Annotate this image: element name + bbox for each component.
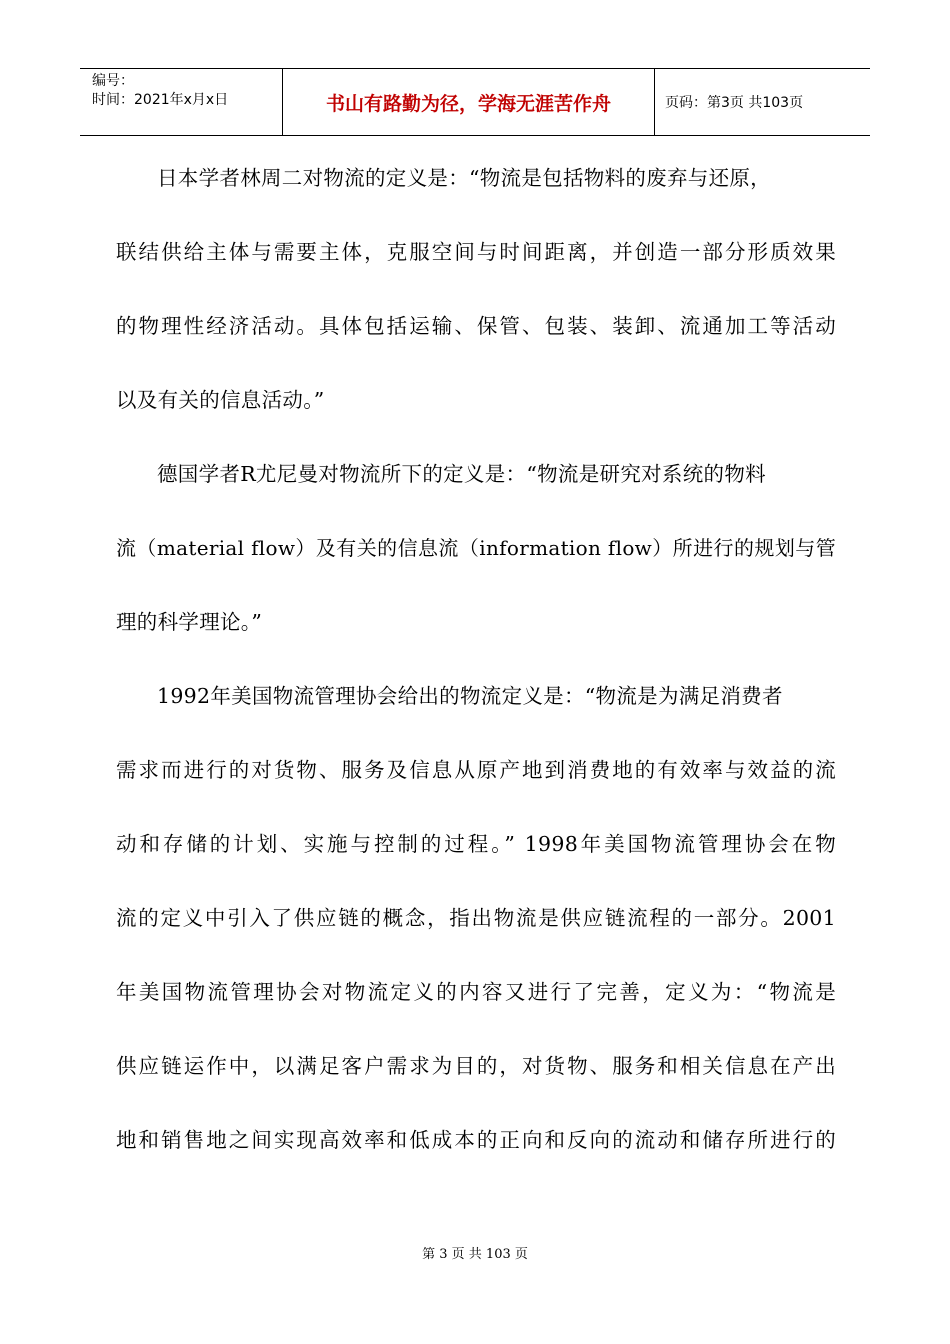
body-line: 流（material flow）及有关的信息流（information flow）所进行的规划与管 [116,536,836,560]
body-line: 动和存储的计划、实施与控制的过程。” 1998年美国物流管理协会在物 [116,832,836,856]
document-body [116,160,836,1196]
page-header [80,68,870,136]
header-page-cell [655,69,870,135]
number-label: 编号： [92,73,134,89]
body-line: 供应链运作中，以满足客户需求为目的，对货物、服务和相关信息在产出 [116,1054,836,1078]
body-line: 以及有关的信息活动。” [116,388,325,412]
header-motto-cell [283,69,655,135]
body-line: 年美国物流管理协会对物流定义的内容又进行了完善，定义为：“物流是 [116,980,836,1004]
body-line: 地和销售地之间实现高效率和低成本的正向和反向的流动和储存所进行的 [116,1128,836,1152]
body-line: 流的定义中引入了供应链的概念，指出物流是供应链流程的一部分。2001 [116,906,836,930]
header-motto: 书山有路勤为径，学海无涯苦作舟 [325,92,611,115]
body-line: 的物理性经济活动。具体包括运输、保管、包装、装卸、流通加工等活动 [116,314,836,338]
page-footer [0,1243,950,1262]
header-page-info: 页码：第3页 共103页 [665,95,804,111]
body-line: 1992年美国物流管理协会给出的物流定义是：“物流是为满足消费者 [157,684,783,708]
body-line: 联结供给主体与需要主体，克服空间与时间距离，并创造一部分形质效果 [116,240,836,264]
time-label: 时间：2021年x月x日 [92,92,229,108]
body-line: 理的科学理论。” [116,610,263,634]
body-line: 德国学者R尤尼曼对物流所下的定义是：“物流是研究对系统的物料 [157,462,766,486]
footer-page-number: 第 3 页 共 103 页 [422,1247,528,1262]
header-meta-cell [80,69,283,135]
body-line: 日本学者林周二对物流的定义是：“物流是包括物料的废弃与还原， [157,166,771,190]
body-line: 需求而进行的对货物、服务及信息从原产地到消费地的有效率与效益的流 [116,758,836,782]
